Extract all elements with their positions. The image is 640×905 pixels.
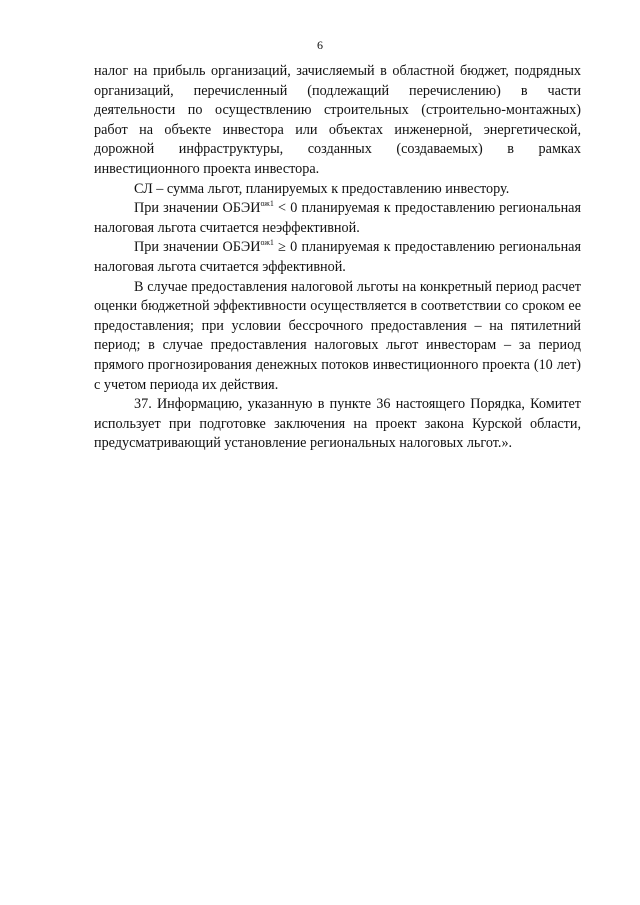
document-body (94, 62, 581, 454)
superscript-oj1: ож1 (260, 199, 274, 209)
paragraph-sl-definition: СЛ – сумма льгот, планируемых к предоставлению инвестору. (134, 180, 510, 197)
page-number: 6 (317, 38, 323, 52)
paragraph-ineffective (94, 199, 581, 238)
paragraph-effective (94, 238, 581, 277)
paragraph-ineffective-rest: < 0 планируемая к предоставлению региональная налоговая льгота считается неэффективной. (94, 200, 582, 236)
superscript-oj1: ож1 (260, 238, 274, 248)
paragraph-tax-profit: налог на прибыль организаций, зачисляемый в областной бюджет, подрядных организаций, перечисленный (подлежащий перечислению) в части деятельности по осуществлению строительных (строительно-монтажных) работ на объекте инвестора или объектах инженерной, энергетической, дорожной инфраструктуры, созданных (создаваемых) в рамках инвестиционного проекта инвестора. (94, 63, 581, 177)
paragraph-evaluation-period: В случае предоставления налоговой льготы на конкретный период расчет оценки бюджетной эффективности осуществляется в соответствии со сроком ее предоставления; при условии бессрочного предоставления – на пятилетний период; в случае предоставления налоговых льгот инвесторам – за период прямого прогнозирования денежных потоков инвестиционного проекта (10 лет) с учетом периода их действия. (94, 278, 581, 393)
paragraph-ineffective-start: При значении ОБЭИ (134, 200, 261, 217)
paragraph-item-37: 37. Информацию, указанную в пункте 36 настоящего Порядка, Комитет использует при подготовке заключения на проект закона Курской области, предусматривающий установление региональных налоговых льгот.». (94, 396, 581, 452)
paragraph-effective-rest: ≥ 0 планируемая к предоставлению региональная налоговая льгота считается эффективной. (94, 239, 581, 275)
paragraph-effective-start: При значении ОБЭИ (134, 239, 261, 256)
